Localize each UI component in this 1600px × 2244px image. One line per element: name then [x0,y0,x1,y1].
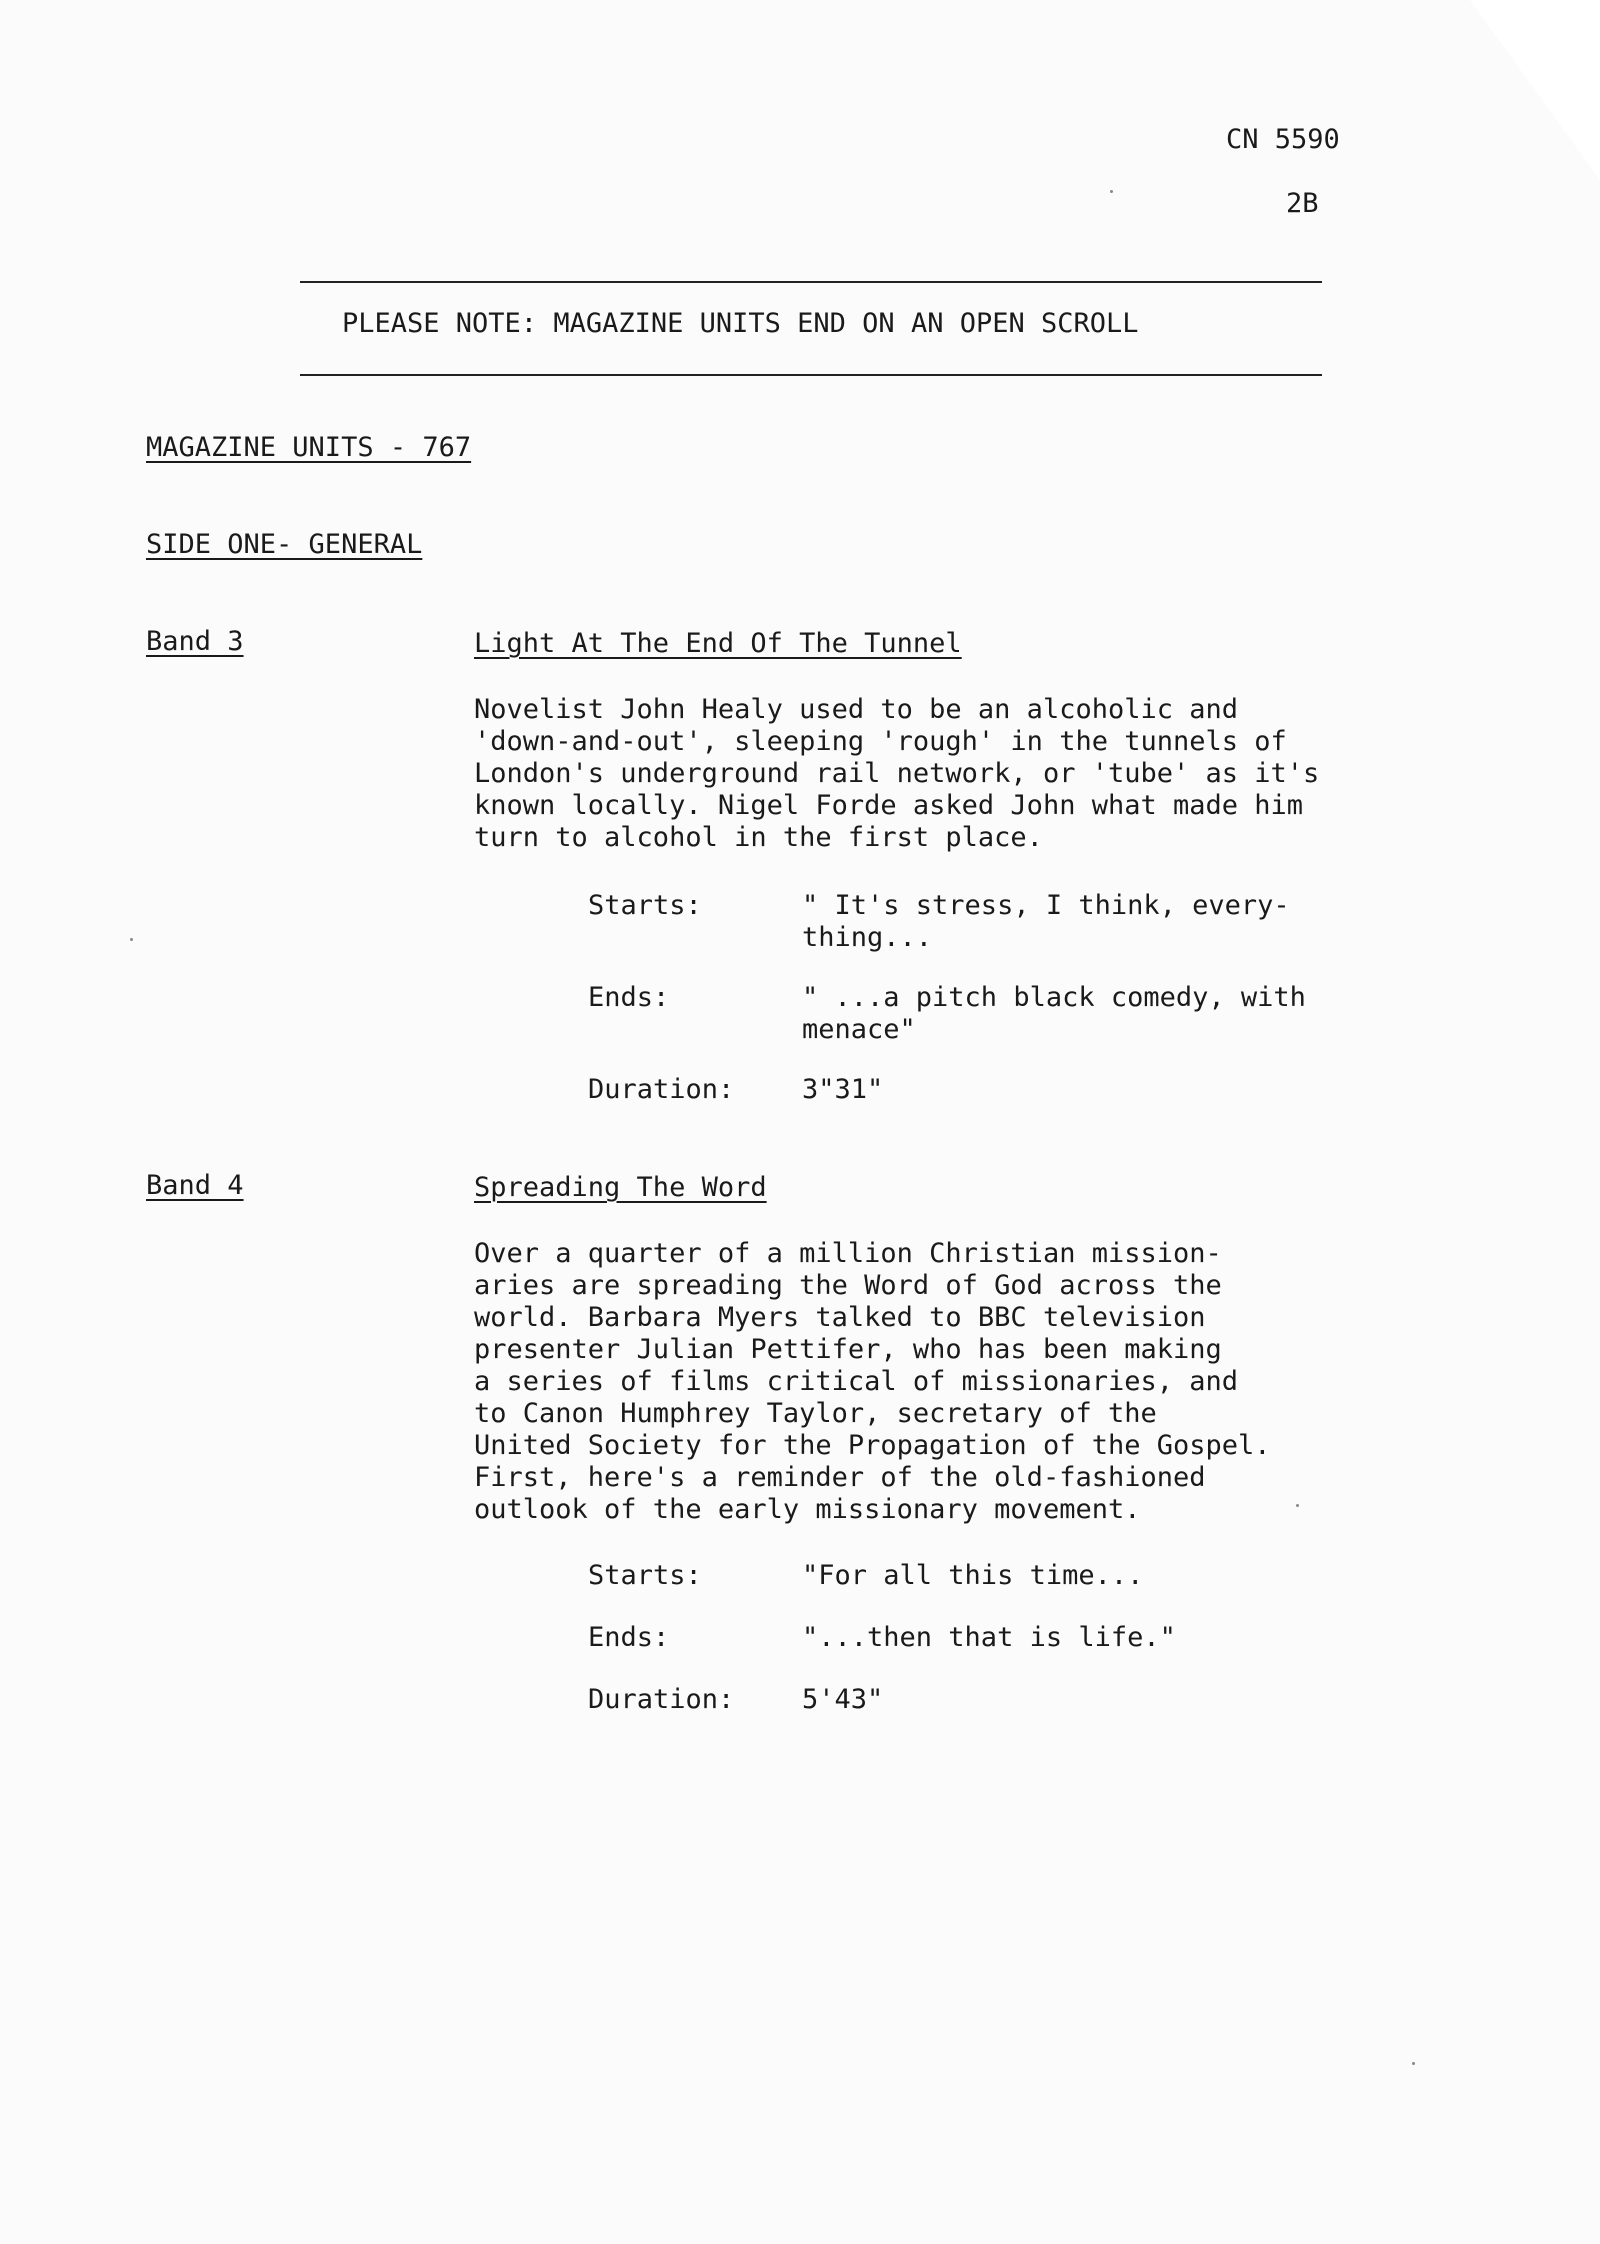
description-line: turn to alcohol in the first place. [474,822,1043,853]
duration-label: Duration: [588,1684,735,1715]
starts-label: Starts: [588,1560,702,1591]
folded-corner [1470,0,1600,180]
band-description [474,1238,1271,1526]
duration-value: 5'43" [802,1684,884,1715]
description-line: presenter Julian Pettifer, who has been making [474,1334,1222,1365]
duration-value: 3"31" [802,1074,884,1105]
starts-cue: "For all this time... [802,1560,1144,1591]
description-line: Novelist John Healy used to be an alcoholic and [474,694,1239,725]
ends-label: Ends: [588,982,670,1013]
section-title: MAGAZINE UNITS - 767 [146,432,472,463]
side-heading: SIDE ONE- GENERAL [146,529,423,560]
description-line: world. Barbara Myers talked to BBC television [474,1302,1206,1333]
description-line: aries are spreading the Word of God across the [474,1270,1222,1301]
starts-cue: " It's stress, I think, every- [802,890,1290,921]
description-line: 'down-and-out', sleeping 'rough' in the tunnels of [474,726,1287,757]
description-line: London's underground rail network, or 'tube' as it's [474,758,1320,789]
band-label: Band 4 [146,1170,244,1201]
paper-speck [1412,2062,1415,2065]
band-label: Band 3 [146,626,244,657]
starts-label: Starts: [588,890,702,921]
ends-cue: "...then that is life." [802,1622,1176,1653]
description-line: Over a quarter of a million Christian mission- [474,1238,1222,1269]
description-line: outlook of the early missionary movement. [474,1494,1141,1525]
ends-label: Ends: [588,1622,670,1653]
notice-text: PLEASE NOTE: MAGAZINE UNITS END ON AN OPEN SCROLL [342,308,1139,339]
starts-cue-continued: thing... [802,922,933,953]
page-code: 2B [1286,188,1319,219]
band-title: Spreading The Word [474,1172,767,1203]
band-description [474,694,1319,854]
description-line: known locally. Nigel Forde asked John what made him [474,790,1304,821]
notice-top-rule [300,281,1322,283]
paper-speck [1296,1504,1299,1507]
duration-label: Duration: [588,1074,735,1105]
ends-cue-continued: menace" [802,1014,916,1045]
notice-bottom-rule [300,374,1322,376]
bleed-through-text [140,110,156,141]
description-line: United Society for the Propagation of the Gospel. [474,1430,1271,1461]
reference-code: CN 5590 [1226,124,1340,155]
description-line: First, here's a reminder of the old-fashioned [474,1462,1206,1493]
ends-cue: " ...a pitch black comedy, with [802,982,1306,1013]
description-line: to Canon Humphrey Taylor, secretary of the [474,1398,1157,1429]
band-title: Light At The End Of The Tunnel [474,628,962,659]
paper-speck [1110,190,1113,193]
paper-speck [130,938,133,941]
description-line: a series of films critical of missionaries, and [474,1366,1239,1397]
